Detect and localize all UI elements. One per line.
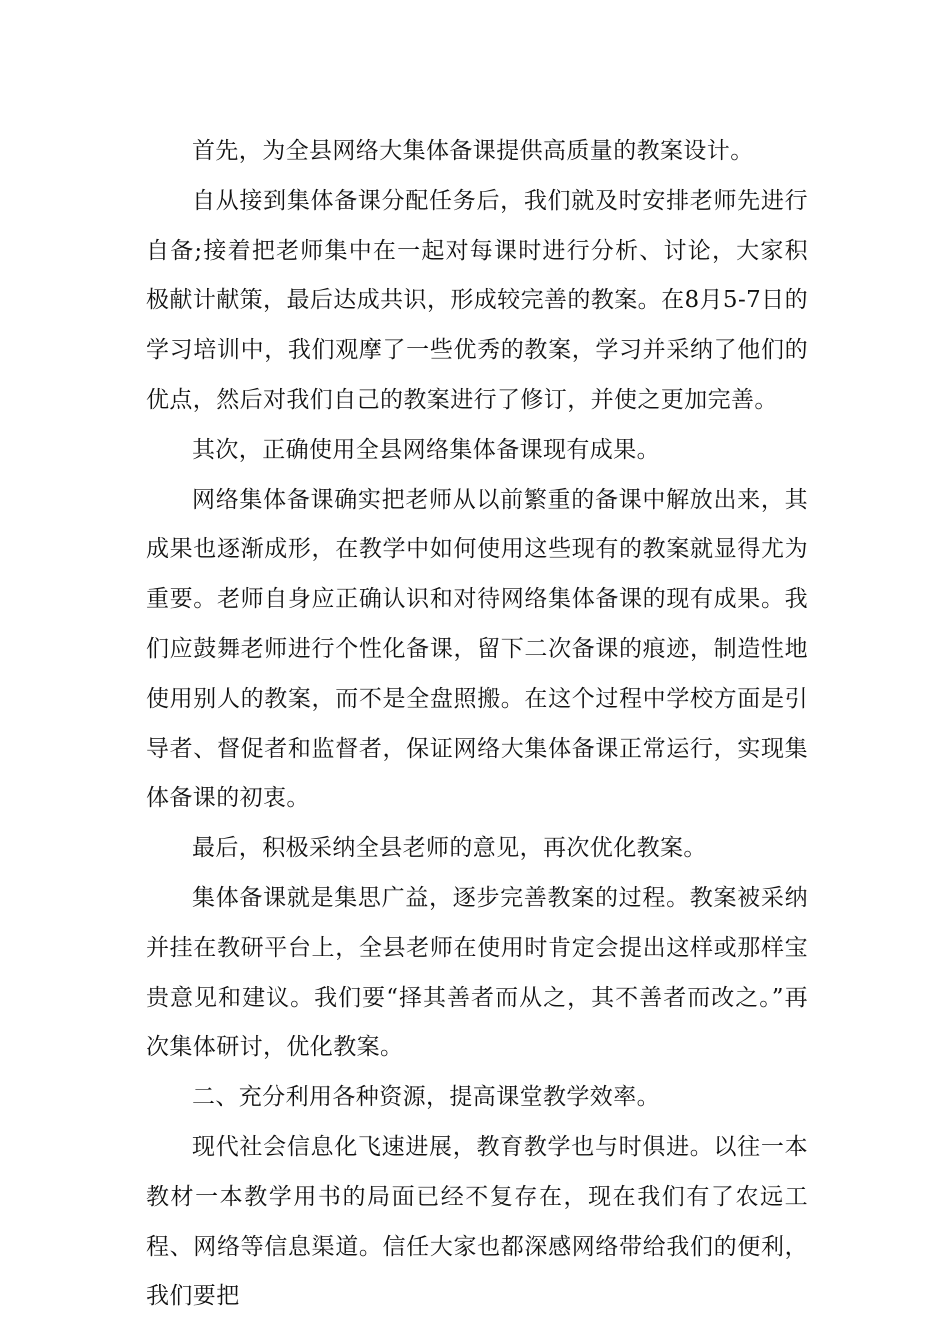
paragraph-heading-second: 其次，正确使用全县网络集体备课现有成果。: [192, 436, 660, 463]
paragraph-heading-first: 首先，为全县网络大集体备课提供高质量的教案设计。: [192, 138, 754, 164]
paragraph-heading-last: 最后，积极采纳全县老师的意见，再次优化教案。: [192, 835, 707, 862]
paragraph-section-two-heading: 二、充分利用各种资源，提高课堂教学效率。: [192, 1084, 660, 1111]
document-body: [146, 127, 808, 1322]
paragraph-network-results: 网络集体备课确实把老师从以前繁重的备课中解放出来，其成果也逐渐成形，在教学中如何使用这些现有的教案就显得尤为重要。老师自身应正确认识和对待网络集体备课的现有成果。我们应鼓舞老师进行个性化备课，留下二次备课的痕迹，制造性地使用别人的教案，而不是全盘照搬。在这个过程中学校方面是引导者、督促者和监督者，保证网络大集体备课正常运行，实现集体备课的初衷。: [146, 486, 808, 812]
paragraph-optimize-plans: 集体备课就是集思广益，逐步完善教案的过程。教案被采纳并挂在教研平台上，全县老师在使用时肯定会提出这样或那样宝贵意见和建议。我们要“择其善者而从之，其不善者而改之。”再次集体研讨，优化教案。: [146, 884, 808, 1061]
paragraph-self-preparation: 自从接到集体备课分配任务后，我们就及时安排老师先进行自备;接着把老师集中在一起对每课时进行分析、讨论，大家积极献计献策，最后达成共识，形成较完善的教案。在8月5-7日的学习培训中，我们观摩了一些优秀的教案，学习并采纳了他们的优点，然后对我们自己的教案进行了修订，并使之更加完善。: [146, 187, 808, 413]
paragraph-information-resources: 现代社会信息化飞速进展，教育教学也与时俱进。以往一本教材一本教学用书的局面已经不复存在，现在我们有了农远工程、网络等信息渠道。信任大家也都深感网络带给我们的便利，我们要把: [146, 1133, 808, 1310]
